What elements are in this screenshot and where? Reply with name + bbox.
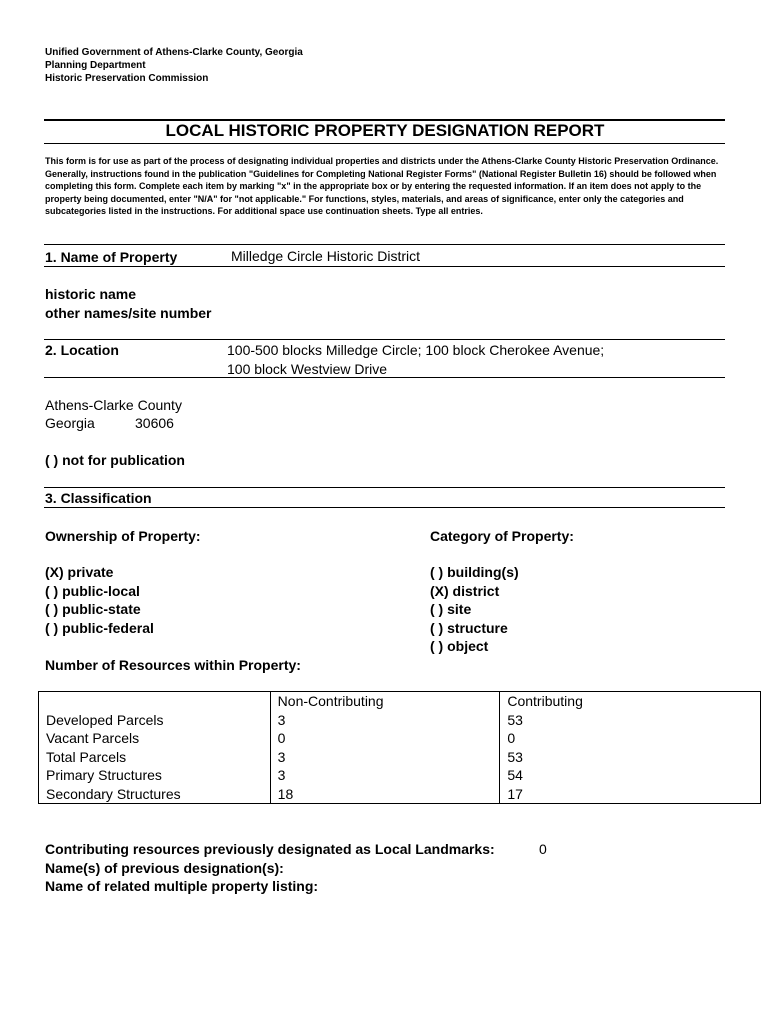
ownership-option-public-local: ( ) public-local [45,583,140,599]
table-cell: Secondary Structures [39,785,271,804]
table-cell: 3 [270,748,500,767]
table-cell: 3 [270,766,500,785]
contributing-landmarks-value: 0 [539,841,547,857]
table-cell: 3 [270,711,500,730]
previous-designation-label: Name(s) of previous designation(s): [45,860,284,876]
section3-heading: 3. Classification [45,490,152,506]
table-row [39,711,761,730]
section2-bottom-rule [44,377,725,378]
table-cell: 0 [270,729,500,748]
table-header-row [39,692,761,711]
location-line-1: 100-500 blocks Milledge Circle; 100 block Cherokee Avenue; [227,342,605,358]
county-value: Athens-Clarke County [45,397,182,413]
table-cell: 53 [500,748,761,767]
location-line-2: 100 block Westview Drive [227,361,388,377]
table-header-cell [39,692,271,711]
not-for-publication-checkbox: ( ) not for publication [45,452,185,468]
zip-value: 30606 [135,415,174,431]
category-label: Category of Property: [430,528,574,544]
other-names-label: other names/site number [45,305,212,321]
title-bottom-rule [44,143,725,144]
category-option-structure: ( ) structure [430,620,508,636]
ownership-option-public-state: ( ) public-state [45,601,141,617]
table-header-cell: Non-Contributing [270,692,500,711]
table-cell: 18 [270,785,500,804]
ownership-option-public-federal: ( ) public-federal [45,620,154,636]
header-line-commission: Historic Preservation Commission [45,73,209,84]
section3-bottom-rule [44,507,725,508]
table-cell: Vacant Parcels [39,729,271,748]
table-row [39,729,761,748]
section2-heading: 2. Location [45,342,119,358]
section1-top-rule [44,244,725,245]
table-cell: 0 [500,729,761,748]
related-listing-label: Name of related multiple property listing: [45,878,319,894]
property-name-value: Milledge Circle Historic District [231,248,421,264]
intro-paragraph: This form is for use as part of the process of designating individual properties and districts under the Athens-Clarke County Historic Preservation Ordinance. Generally, instructions found in the publication "Guidelines for Completing National Register Forms" (National Register Bulletin 16) should be followed when completing this form. Complete each item by marking "x" in the appropriate box or by entering the requested information. If an item does not apply to the property being documented, enter "N/A" for "not applicable." For functions, styles, materials, and areas of significance, enter only the categories and subcategories listed in the instructions. For additional space use continuation sheets. Type all entries. [45,156,719,216]
resources-table [38,691,761,804]
ownership-option-private: (X) private [45,564,114,580]
category-option-site: ( ) site [430,601,472,617]
table-row [39,766,761,785]
contributing-landmarks-label: Contributing resources previously designated as Local Landmarks: [45,841,495,857]
category-option-building: ( ) building(s) [430,564,519,580]
table-header-cell: Contributing [500,692,761,711]
table-cell: 53 [500,711,761,730]
section2-top-rule [44,339,725,340]
table-cell: 54 [500,766,761,785]
page-title: LOCAL HISTORIC PROPERTY DESIGNATION REPORT [165,121,605,140]
category-option-district: (X) district [430,583,500,599]
table-row [39,785,761,804]
resources-label: Number of Resources within Property: [45,657,301,673]
section1-bottom-rule [44,266,725,267]
section1-heading: 1. Name of Property [45,249,178,265]
header-line-department: Planning Department [45,60,146,71]
table-row [39,748,761,767]
section3-top-rule [44,487,725,488]
category-option-object: ( ) object [430,638,489,654]
header-line-government: Unified Government of Athens-Clarke County, Georgia [45,47,303,58]
table-cell: Developed Parcels [39,711,271,730]
ownership-label: Ownership of Property: [45,528,201,544]
state-value: Georgia [45,415,95,431]
historic-name-label: historic name [45,286,137,302]
table-cell: 17 [500,785,761,804]
table-cell: Total Parcels [39,748,271,767]
table-cell: Primary Structures [39,766,271,785]
